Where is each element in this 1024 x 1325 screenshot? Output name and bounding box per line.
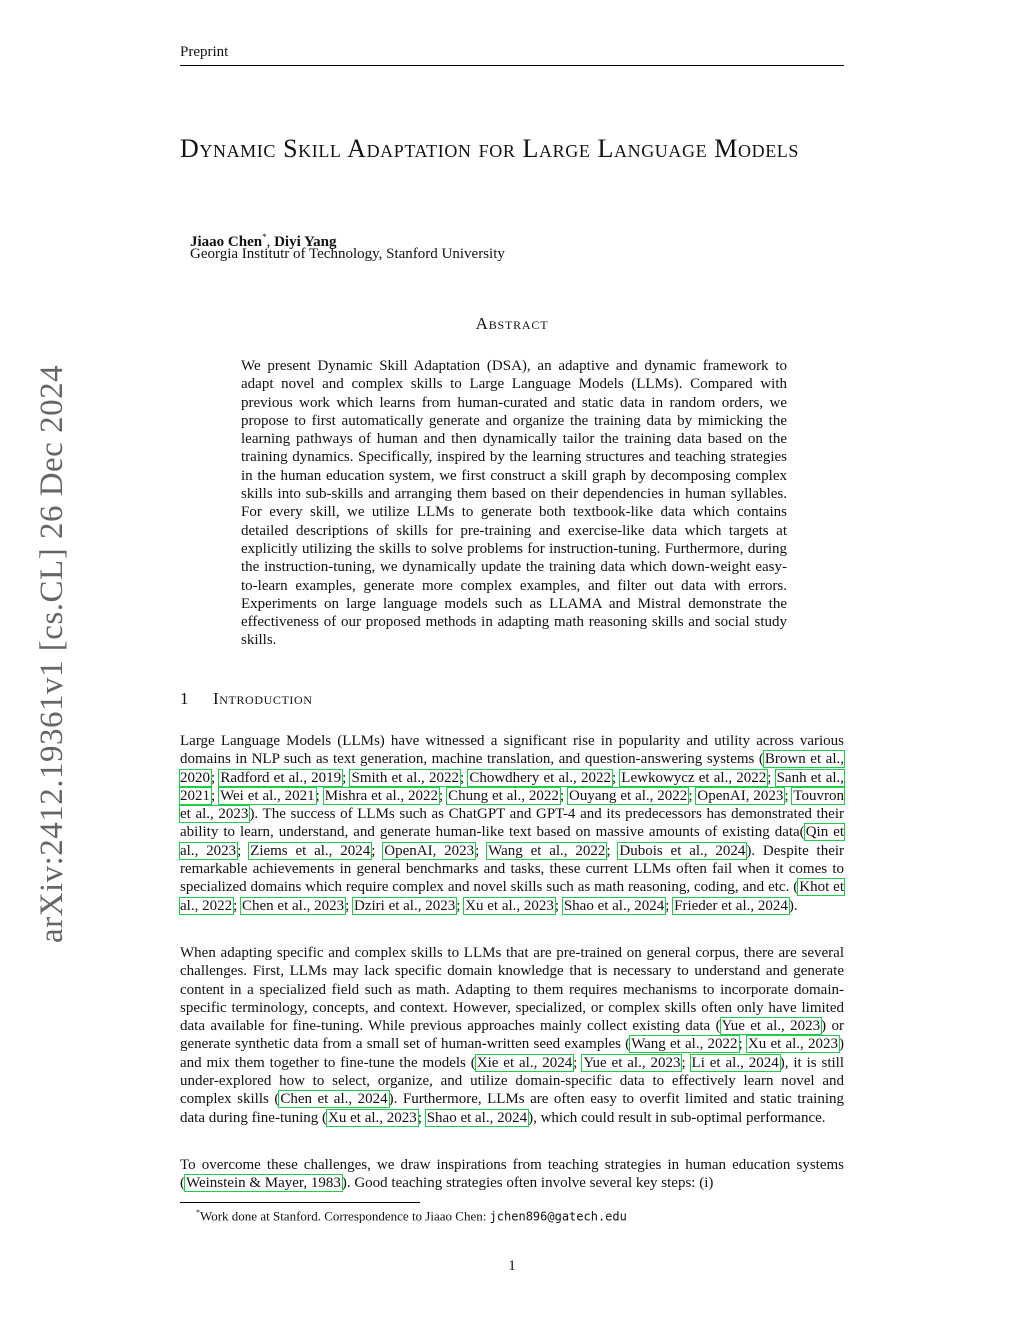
citation-link[interactable]: Shao et al., 2024: [426, 1109, 528, 1126]
citation-link[interactable]: Yue et al., 2023: [583, 1054, 681, 1071]
section-heading: [180, 689, 313, 709]
paragraph-text: ) or generate synthetic data from a small set of human-written seed examples (: [180, 1018, 844, 1053]
paragraph-text: ;: [681, 1054, 691, 1071]
paragraph-text: ;: [611, 769, 621, 786]
paragraph-text: ;: [688, 787, 697, 804]
author-list: Jiaao Chen*, Diyi Yang: [190, 232, 337, 250]
paragraph-text: ;: [459, 769, 469, 786]
citation-link[interactable]: Wang et al., 2022: [488, 842, 606, 859]
paragraph-text: ;: [439, 787, 448, 804]
citation-link[interactable]: Weinstein & Mayer, 1983: [186, 1175, 341, 1192]
citation-link[interactable]: Mishra et al., 2022: [324, 787, 439, 804]
paper-title: Dynamic Skill Adaptation for Large Language Models: [180, 134, 800, 163]
footnote-text: Work done at Stanford. Correspondence to Jiaao Chen:: [200, 1208, 490, 1224]
paragraph-text: To overcome these challenges, we draw inspirations from teaching strategies in human education systems (: [180, 1157, 844, 1192]
citation-link[interactable]: Qin et al., 2023: [180, 824, 845, 859]
citation-link[interactable]: Brown et al., 2020: [180, 751, 845, 786]
citation-link[interactable]: Li et al., 2024: [691, 1054, 779, 1071]
paragraph-text: Large Language Models (LLMs) have witnessed a significant rise in popularity and utility across various domains in NLP such as text generation, machine translation, and question-answering systems (: [180, 733, 844, 768]
citation-link[interactable]: OpenAI, 2023: [697, 787, 784, 804]
section-number: 1: [180, 689, 189, 708]
citation-link[interactable]: Ouyang et al., 2022: [569, 787, 688, 804]
citation-link[interactable]: Chung et al., 2022: [448, 787, 559, 804]
paragraph-text: When adapting specific and complex skills to LLMs that are pre-trained on general corpus, there are several challenges. First, LLMs may lack specific domain knowledge that is necessary to understand and generate content in a specialized field such as math. Adapting to them requires mechanisms to incorporate domain-specific terminology, concepts, and context. However, specialized, or complex skills often only have limited data available for fine-tuning. While previous approaches mainly collect existing data (: [180, 945, 844, 1035]
paragraph-text: ;: [665, 897, 674, 914]
paragraph-text: ;: [211, 769, 220, 786]
paragraph-text: ), which could result in sub-optimal performance.: [528, 1109, 826, 1126]
author-second: Diyi Yang: [274, 234, 337, 250]
paragraph-text: ;: [559, 787, 568, 804]
citation-link[interactable]: Smith et al., 2022: [351, 769, 459, 786]
paragraph-text: ;: [345, 897, 353, 914]
citation-link[interactable]: Touvron et al., 2023: [180, 787, 845, 823]
header-rule: [180, 65, 844, 66]
citation-link[interactable]: Sanh et al., 2021: [180, 769, 845, 804]
citation-link[interactable]: Wang et al., 2022: [631, 1036, 738, 1053]
footnote-mark: *: [196, 1208, 200, 1217]
citation-link[interactable]: Chowdhery et al., 2022: [469, 769, 611, 786]
citation-link[interactable]: Dziri et al., 2023: [354, 897, 456, 914]
citation-link[interactable]: Frieder et al., 2024: [674, 897, 788, 914]
citation-link[interactable]: Xu et al., 2023: [747, 1036, 838, 1053]
paragraph-text: ;: [237, 842, 250, 859]
paragraph-text: ). The success of LLMs such as ChatGPT and GPT-4 and its predecessors has demonstrated their ability to learn, understand, and generate human-like text based on massive amounts of existing data(: [180, 806, 845, 841]
author-first: Jiaao Chen: [190, 234, 263, 250]
intro-paragraph-3: [180, 1156, 844, 1193]
paragraph-text: ;: [554, 897, 563, 914]
section-title: Introduction: [213, 689, 313, 708]
citation-link[interactable]: Radford et al., 2019: [220, 769, 342, 786]
citation-link[interactable]: Chen et al., 2024: [280, 1091, 388, 1108]
paragraph-text: ;: [767, 769, 776, 786]
paragraph-text: ;: [573, 1054, 583, 1071]
citation-link[interactable]: Xie et al., 2024: [476, 1054, 573, 1071]
paragraph-text: ;: [456, 897, 465, 914]
citation-link[interactable]: Lewkowycz et al., 2022: [621, 769, 767, 786]
paragraph-text: ;: [784, 787, 793, 804]
paragraph-text: ;: [211, 787, 220, 804]
footnote-email-link[interactable]: jchen896@gatech.edu: [489, 1209, 627, 1224]
affiliation: Georgia Institutr of Technology, Stanford University: [190, 246, 505, 262]
footnote-rule: [180, 1202, 420, 1203]
paragraph-text: ;: [233, 897, 241, 914]
paragraph-text: ;: [315, 787, 324, 804]
citation-link[interactable]: Xu et al., 2023: [465, 897, 554, 914]
paragraph-text: ) and mix them together to fine-tune the models (: [180, 1036, 844, 1071]
footnote: [196, 1208, 627, 1224]
page-number: 1: [508, 1258, 516, 1274]
arxiv-identifier: arXiv:2412.19361v1 [cs.CL] 26 Dec 2024: [34, 364, 70, 943]
paragraph-text: ). Despite their remarkable achievements in general benchmarks and tasks, these current LLMs often fail when it comes to specialized domains which require complex and novel skills such as math reasoning, coding, and etc. (: [180, 842, 845, 896]
intro-paragraph-1: [180, 732, 844, 915]
paragraph-text: ;: [342, 769, 351, 786]
citation-link[interactable]: Khot et al., 2022: [180, 879, 844, 914]
paragraph-text: ;: [475, 842, 488, 859]
citation-link[interactable]: Chen et al., 2023: [242, 897, 345, 914]
citation-link[interactable]: Shao et al., 2024: [563, 897, 665, 914]
paragraph-text: ;: [606, 842, 619, 859]
citation-link[interactable]: OpenAI, 2023: [384, 842, 475, 859]
paragraph-text: ). Good teaching strategies often involve several key steps: (i): [341, 1175, 714, 1192]
citation-link[interactable]: Xu et al., 2023: [328, 1109, 417, 1126]
paragraph-text: ), it is still under-explored how to select, organize, and utilize domain-specific data to effectively learn novel and complex skills (: [180, 1054, 844, 1108]
paragraph-text: ). Furthermore, LLMs are often easy to overfit limited and static training data during fine-tuning (: [180, 1091, 844, 1126]
paragraph-text: ;: [371, 842, 384, 859]
citation-link[interactable]: Wei et al., 2021: [220, 787, 315, 804]
intro-paragraph-2: [180, 944, 844, 1127]
author-footnote-mark[interactable]: *: [262, 232, 267, 242]
running-header: Preprint: [180, 44, 229, 60]
abstract-body: We present Dynamic Skill Adaptation (DSA), an adaptive and dynamic framework to adapt novel and complex skills to Large Language Models (LLMs). Compared with previous work which learns from human-curated and static data in random orders, we propose to first automatically generate and organize the training data by mimicking the learning pathways of human and then dynamically tailor the training data based on the training dynamics. Specifically, inspired by the learning structures and teaching strategies in the human education system, we first construct a skill graph by decomposing complex skills into sub-skills and arranging them based on their dependencies in human syllables. For every skill, we utilize LLMs to generate both textbook-like data which contains detailed descriptions of skills for pre-training and exercise-like data which targets at explicitly utilizing the skills to solve problems for instruction-tuning. Furthermore, during the instruction-tuning, we dynamically update the training data which down-weight easy-to-learn examples, generate more complex examples, and filter out data with errors. Experiments on large language models such as LLAMA and Mistral demonstrate the effectiveness of our proposed methods in adapting math reasoning skills and social study skills.: [241, 358, 787, 649]
abstract-heading: Abstract: [475, 314, 549, 333]
citation-link[interactable]: Ziems et al., 2024: [250, 842, 371, 859]
citation-link[interactable]: Dubois et al., 2024: [619, 842, 746, 859]
paragraph-text: ;: [738, 1036, 747, 1053]
paragraph-text: ).: [788, 897, 798, 914]
paragraph-text: ;: [417, 1109, 426, 1126]
citation-link[interactable]: Yue et al., 2023: [721, 1018, 821, 1035]
